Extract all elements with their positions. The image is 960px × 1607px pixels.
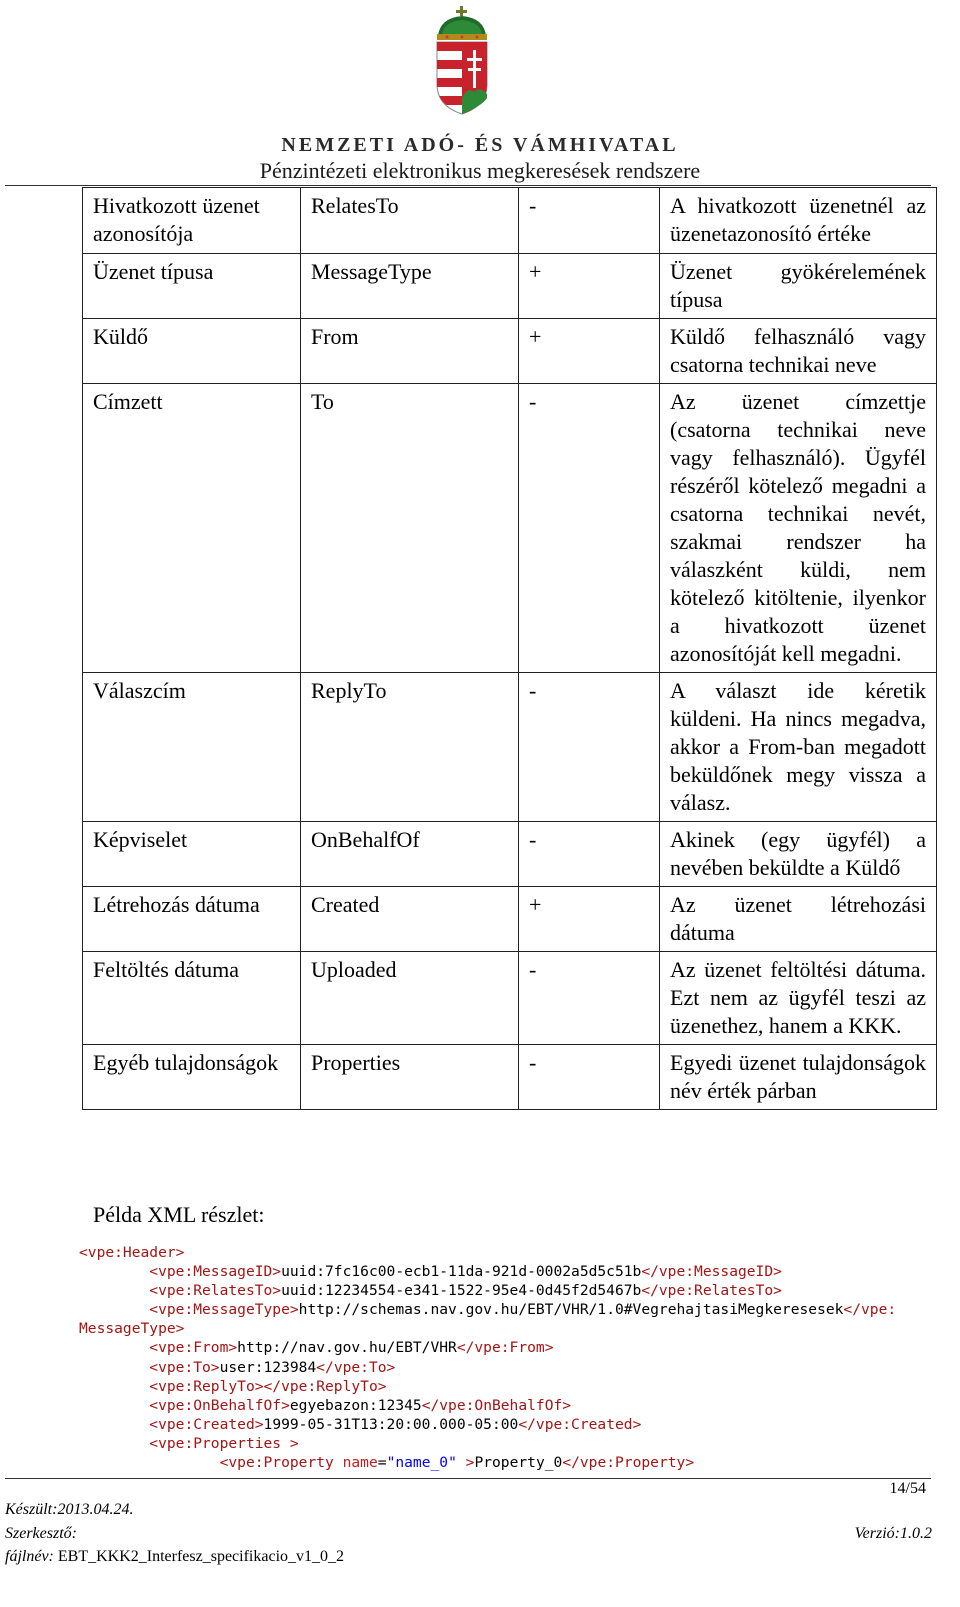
xml-message-type: http://schemas.nav.gov.hu/EBT/VHR/1.0#VegrehajtasiMegkeresesek	[298, 1301, 844, 1319]
required-flag: -	[519, 188, 660, 254]
field-name: Címzett	[83, 384, 301, 673]
field-name: Üzenet típusa	[83, 254, 301, 319]
field-description: Az üzenet feltöltési dátuma. Ezt nem az ügyfél teszi az üzenethez, hanem a KKK.	[660, 952, 937, 1045]
required-flag: -	[519, 952, 660, 1045]
element-name: From	[301, 319, 519, 384]
field-description: Egyedi üzenet tulajdonságok név érték párban	[660, 1045, 937, 1110]
xml-to: user:123984	[219, 1358, 317, 1376]
xml-example: <vpe:Header> <vpe:MessageID>uuid:7fc16c00-ecb1-11da-921d-0002a5d5c51b</vpe:MessageID> <vpe:RelatesTo>uuid:12234554-e341-1522-95e4-0d45f2d5467b</vpe:RelatesTo> <vpe:MessageType>http://schemas.nav.gov.hu/EBT/VHR/1.0#VegrehajtasiMegkeresesek</vpe: MessageType> <vpe:From>http://nav.gov.hu/EBT/VHR</vpe:From> <vpe:To>user:123984</vpe:To> <vpe:ReplyTo></vpe:ReplyTo> <vpe:OnBehalfOf>egyebazon:12345</vpe:OnBehalfOf> <vpe:Created>1999-05-31T13:20:00.000-05:00</vpe:Created> <vpe:Properties > <vpe:Property name="name_0" >Property_0</vpe:Property>	[79, 1244, 897, 1472]
table-row	[83, 952, 937, 1045]
system-title: Pénzintézeti elektronikus megkeresések rendszere	[259, 158, 701, 183]
required-flag: +	[519, 254, 660, 319]
field-name: Egyéb tulajdonságok	[83, 1045, 301, 1110]
required-flag: -	[519, 822, 660, 887]
element-name: RelatesTo	[301, 188, 519, 254]
required-flag: +	[519, 887, 660, 952]
field-name: Küldő	[83, 319, 301, 384]
element-name: Properties	[301, 1045, 519, 1110]
xml-created: 1999-05-31T13:20:00.000-05:00	[263, 1415, 519, 1433]
element-name: To	[301, 384, 519, 673]
page-number: 14/54	[889, 1480, 926, 1497]
required-flag: -	[519, 384, 660, 673]
file-name	[5, 1548, 344, 1566]
xml-property-name: "name_0"	[386, 1454, 457, 1472]
field-name: Hivatkozott üzenet azonosítója	[83, 188, 301, 254]
field-description: Küldő felhasználó vagy csatorna technikai neve	[660, 319, 937, 384]
field-name: Létrehozás dátuma	[83, 887, 301, 952]
element-name: OnBehalfOf	[301, 822, 519, 887]
table-row	[83, 673, 937, 822]
xml-relates-to: uuid:12234554-e341-1522-95e4-0d45f2d5467b	[281, 1282, 642, 1300]
field-description: A hivatkozott üzenetnél az üzenetazonosító értéke	[660, 188, 937, 254]
field-name: Válaszcím	[83, 673, 301, 822]
required-flag: -	[519, 673, 660, 822]
table-row	[83, 384, 937, 673]
header-divider	[5, 185, 931, 186]
file-name-value: EBT_KKK2_Interfesz_specifikacio_v1_0_2	[53, 1548, 345, 1565]
table-row	[83, 188, 937, 254]
file-name-label: fájlnév:	[5, 1548, 54, 1565]
element-name: Created	[301, 887, 519, 952]
table-row	[83, 319, 937, 384]
field-description: Üzenet gyökérelemének típusa	[660, 254, 937, 319]
xml-property-value: Property_0	[474, 1454, 563, 1472]
xml-on-behalf-of: egyebazon:12345	[289, 1396, 422, 1414]
table-row	[83, 1045, 937, 1110]
required-flag: -	[519, 1045, 660, 1110]
field-name: Feltöltés dátuma	[83, 952, 301, 1045]
table-row	[83, 822, 937, 887]
version-label: Verzió:1.0.2	[854, 1525, 932, 1542]
field-description: Akinek (egy ügyfél) a nevében beküldte a Küldő	[660, 822, 937, 887]
editor-label: Szerkesztő:	[5, 1525, 77, 1542]
field-description: Az üzenet létrehozási dátuma	[660, 887, 937, 952]
xml-from: http://nav.gov.hu/EBT/VHR	[237, 1339, 457, 1357]
table-row	[83, 887, 937, 952]
table-row	[83, 254, 937, 319]
field-description: A választ ide kéretik küldeni. Ha nincs megadva, akkor a From-ban megadott beküldőnek megy vissza a válasz.	[660, 673, 937, 822]
crown-icon	[437, 6, 487, 40]
element-name: Uploaded	[301, 952, 519, 1045]
element-name: MessageType	[301, 254, 519, 319]
shield-icon	[437, 42, 487, 114]
required-flag: +	[519, 319, 660, 384]
agency-name: NEMZETI ADÓ- ÉS VÁMHIVATAL	[281, 134, 679, 156]
xml-header-open-tag: <vpe:Header>	[79, 1244, 185, 1261]
created-date: Készült:2013.04.24.	[5, 1501, 134, 1518]
hungarian-coat-of-arms-logo	[432, 6, 492, 116]
example-label: Példa XML részlet:	[93, 1202, 265, 1227]
footer-divider	[5, 1478, 931, 1479]
element-name: ReplyTo	[301, 673, 519, 822]
field-spec-table	[82, 187, 937, 1110]
field-name: Képviselet	[83, 822, 301, 887]
field-description: Az üzenet címzettje (csatorna technikai neve vagy felhasználó). Ügyfél részéről kötelező megadni a csatorna technikai nevét, szakmai rendszer ha válaszként küldi, nem kötelező kitöltenie, ilyenkor a hivatkozott üzenet azonosítóját kell megadni.	[660, 384, 937, 673]
xml-message-id: uuid:7fc16c00-ecb1-11da-921d-0002a5d5c51b	[281, 1263, 642, 1281]
